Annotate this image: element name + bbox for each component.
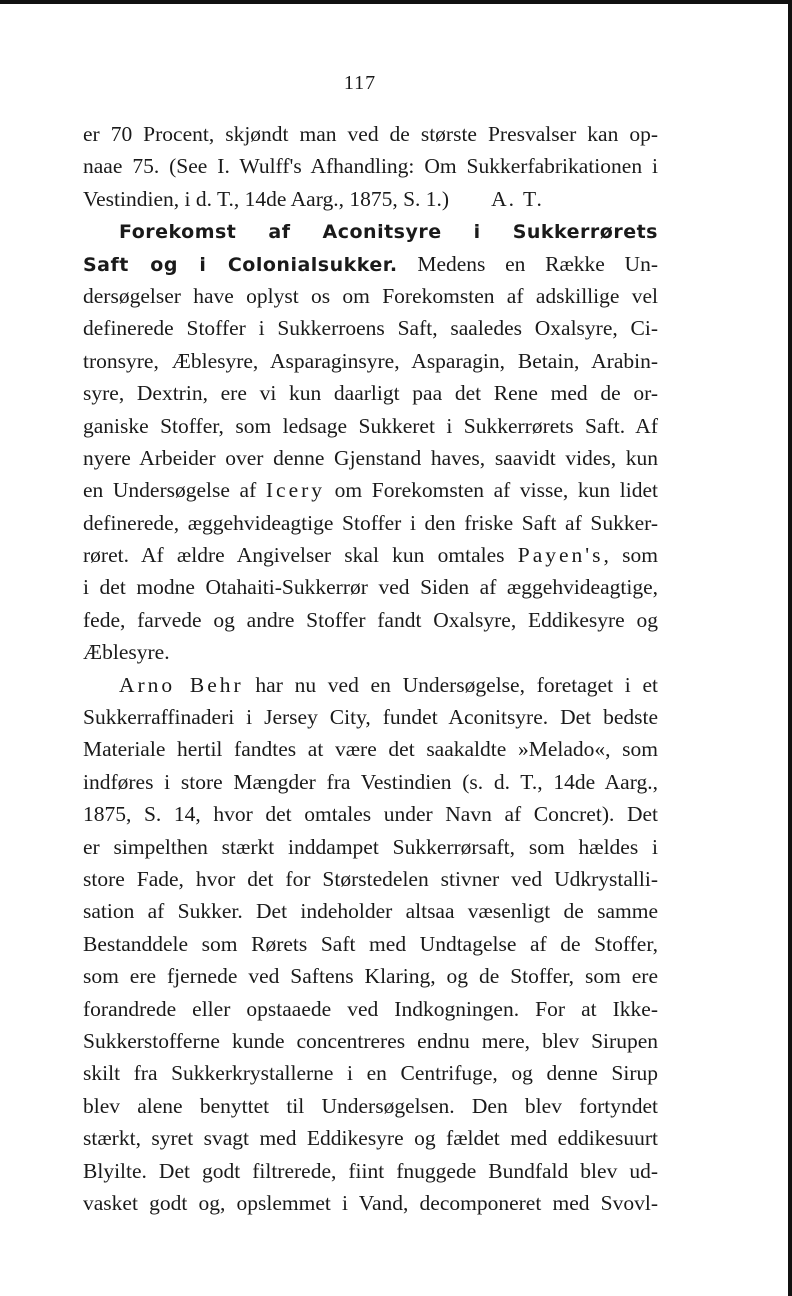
text-line: 1875, S. 14, hvor det omtales under Navn af Concret). Det: [83, 802, 658, 827]
text-line: [83, 539, 658, 571]
page-number: 117: [343, 72, 377, 94]
text-line: Materiale hertil fandtes at være det saakaldte »Melado«, som: [83, 737, 658, 762]
text-line: [83, 669, 658, 701]
author-name: Icery: [265, 478, 326, 503]
text-line: ganiske Stoffer, som ledsage Sukkeret i Sukkerrørets Saft. Af: [83, 413, 658, 438]
author-signature: A. T.: [491, 186, 544, 211]
text-line: Æblesyre.: [83, 640, 170, 665]
text-line-content: har nu ved en Undersøgelse, foretaget i et: [243, 672, 658, 697]
page-edge-right: [788, 0, 792, 1296]
text-line-content: Medens en Række Un-: [397, 251, 658, 276]
text-line: Bestanddele som Rørets Saft med Undtagelse af de Stoffer,: [83, 931, 658, 956]
text-line: [83, 474, 658, 506]
text-line-content: røret. Af ældre Angivelser skal kun omtales: [83, 543, 518, 568]
page-edge-top: [0, 0, 792, 4]
text-line: stærkt, syret svagt med Eddikesyre og fældet med eddikesuurt: [83, 1126, 658, 1151]
text-line: [83, 183, 658, 215]
text-line-content: en Undersøgelse af: [83, 478, 266, 503]
text-line: Blyilte. Det godt filtrerede, fiint fnuggede Bundfald blev ud-: [83, 1158, 658, 1183]
section-heading-line: [83, 215, 658, 247]
text-line: forandrede eller opstaaede ved Indkogningen. For at Ikke-: [83, 996, 658, 1021]
text-line: blev alene benyttet til Undersøgelsen. Den blev fortyndet: [83, 1093, 658, 1118]
text-line: nyere Arbeider over denne Gjenstand haves, saavidt vides, kun: [83, 445, 658, 470]
text-line: som ere fjernede ved Saftens Klaring, og de Stoffer, som ere: [83, 964, 658, 989]
text-line: fede, farvede og andre Stoffer fandt Oxalsyre, Eddikesyre og: [83, 607, 658, 632]
section-heading: Saft og i Colonialsukker.: [83, 253, 398, 276]
text-line: er 70 Procent, skjøndt man ved de største Presvalser kan op-: [83, 122, 658, 146]
text-line: tronsyre, Æblesyre, Asparaginsyre, Asparagin, Betain, Arabin-: [83, 348, 658, 373]
text-line-content: om Forekomsten af visse, kun lidet: [325, 478, 658, 503]
text-line: sation af Sukker. Det indeholder altsaa væsenligt de samme: [83, 899, 658, 924]
text-line: indføres i store Mængder fra Vestindien (s. d. T., 14de Aarg.,: [83, 769, 658, 794]
section-heading-line: [83, 248, 658, 280]
text-line: vasket godt og, opslemmet i Vand, decomponeret med Svovl-: [83, 1190, 658, 1215]
body-text: [83, 118, 658, 1219]
text-line: Sukkerstofferne kunde concentreres endnu mere, blev Sirupen: [83, 1028, 658, 1053]
author-name: Arno Behr: [119, 672, 244, 697]
text-line: syre, Dextrin, ere vi kun daarligt paa det Rene med de or-: [83, 381, 658, 406]
author-name: Payen's: [517, 543, 604, 568]
text-line: er simpelthen stærkt inddampet Sukkerrørsaft, som hældes i: [83, 834, 658, 859]
text-line-content: Vestindien, i d. T., 14de Aarg., 1875, S. 1.): [83, 186, 450, 211]
text-line: definerede, æggehvideagtige Stoffer i den friske Saft af Sukker-: [83, 510, 658, 535]
text-line: store Fade, hvor det for Størstedelen stivner ved Udkrystalli-: [83, 866, 658, 891]
text-line: definerede Stoffer i Sukkerroens Saft, saaledes Oxalsyre, Ci-: [83, 316, 658, 341]
text-line: Sukkerraffinaderi i Jersey City, fundet Aconitsyre. Det bedste: [83, 705, 658, 730]
text-line: naae 75. (See I. Wulff's Afhandling: Om Sukkerfabrikationen i: [83, 154, 658, 179]
text-line-content: , som: [603, 543, 658, 568]
text-line: i det modne Otahaiti-Sukkerrør ved Siden af æggehvideagtige,: [83, 575, 658, 600]
text-line: dersøgelser have oplyst os om Forekomsten af adskillige vel: [83, 283, 658, 308]
text-line: skilt fra Sukkerkrystallerne i en Centrifuge, og denne Sirup: [83, 1061, 658, 1086]
section-heading: Forekomst af Aconitsyre i Sukkerrørets: [119, 221, 658, 244]
